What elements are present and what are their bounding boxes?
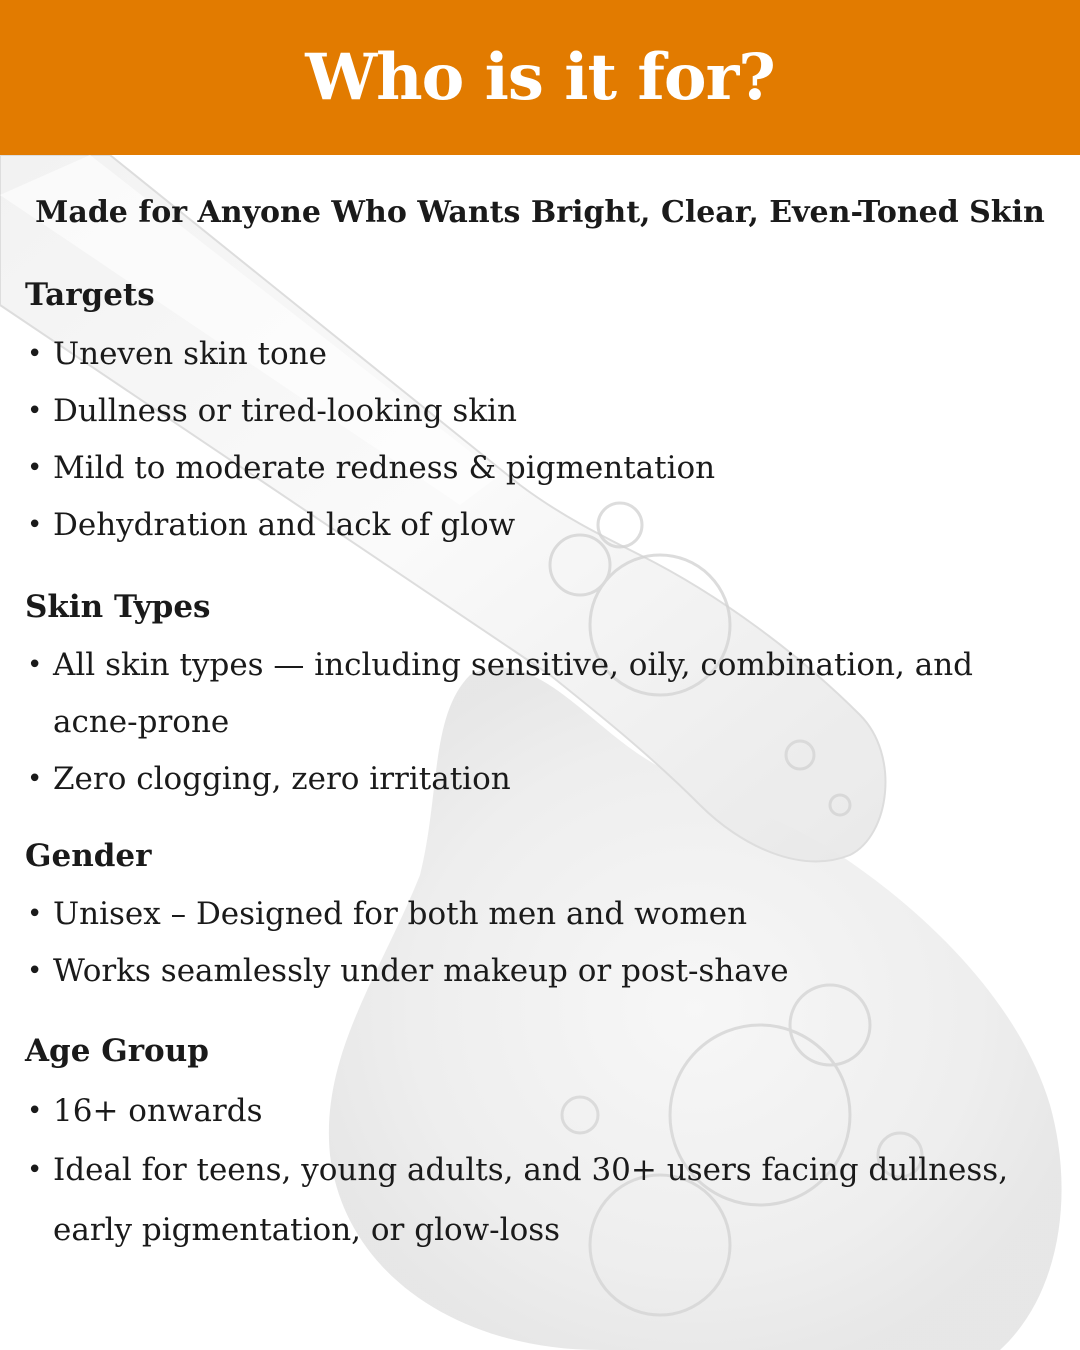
page-title: Who is it for? — [305, 40, 775, 115]
list-item: • Uneven skin tone — [25, 326, 1045, 383]
section-title-gender: Gender — [25, 838, 152, 874]
list-item: • Zero clogging, zero irritation — [25, 751, 985, 808]
targets-list — [25, 326, 1045, 554]
list-item: • Works seamlessly under makeup or post-shave — [25, 943, 1045, 1000]
section-title-skin-types: Skin Types — [25, 589, 211, 625]
subtitle: Made for Anyone Who Wants Bright, Clear, Even-Toned Skin — [35, 195, 1045, 230]
list-item: • Dullness or tired-looking skin — [25, 383, 1045, 440]
list-item: • Dehydration and lack of glow — [25, 497, 1045, 554]
list-item: • All skin types — including sensitive, oily, combination, and acne-prone — [25, 637, 985, 751]
list-item: • Unisex – Designed for both men and women — [25, 886, 1045, 943]
section-title-age-group: Age Group — [25, 1033, 209, 1069]
skin-types-list — [25, 637, 985, 808]
list-item: • Mild to moderate redness & pigmentation — [25, 440, 1045, 497]
list-item: • Ideal for teens, young adults, and 30+ users facing dullness, early pigmentation, or glow-loss — [25, 1140, 1025, 1260]
gender-list — [25, 886, 1045, 1000]
list-item: • 16+ onwards — [25, 1083, 1025, 1140]
section-title-targets: Targets — [25, 277, 155, 313]
age-group-list — [25, 1083, 1025, 1260]
header-banner — [0, 0, 1080, 155]
